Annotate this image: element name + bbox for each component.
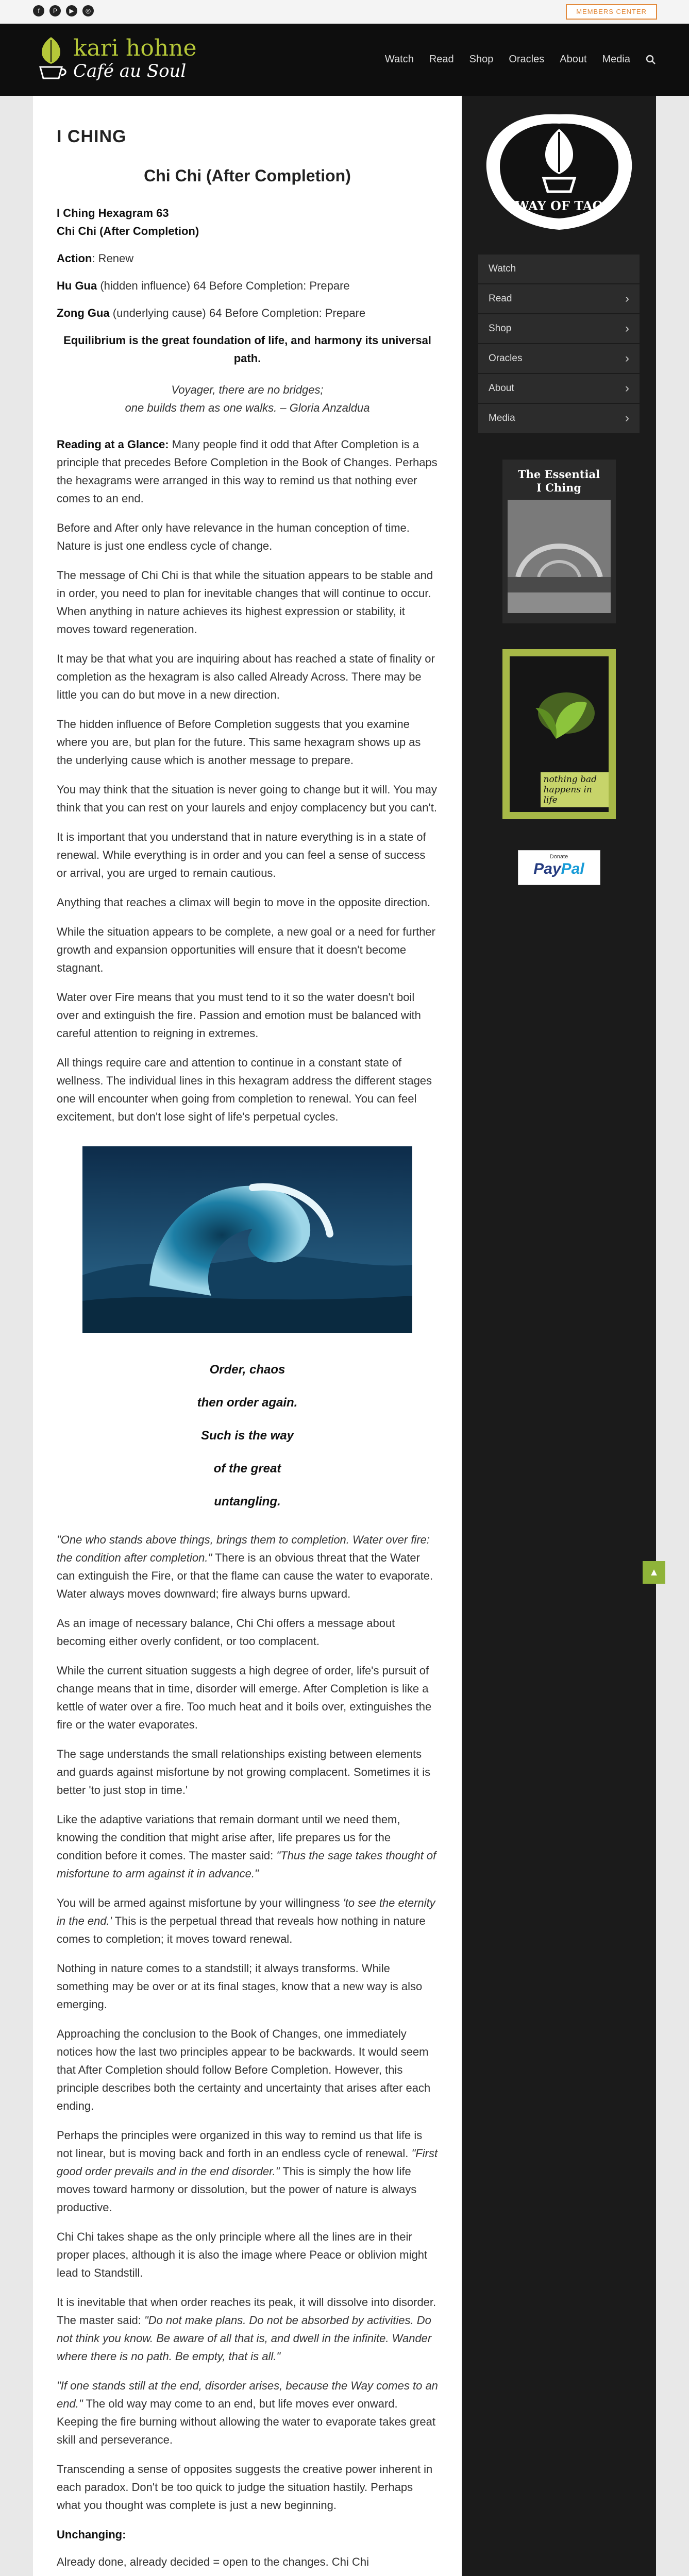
- epigraph: [57, 381, 438, 417]
- chevron-up-icon: ▲: [649, 1567, 659, 1578]
- hugua-label: Hu Gua: [57, 279, 97, 292]
- hugua-value: (hidden influence) 64 Before Completion: Prepare: [97, 279, 350, 292]
- nav-shop[interactable]: Shop: [469, 54, 494, 65]
- chevron-right-icon[interactable]: ›: [625, 321, 629, 335]
- poem: [57, 1353, 438, 1518]
- armed-rest: This is the perpetual thread that reveals how nothing in nature comes to completion; it moves toward renewal.: [57, 1914, 426, 1945]
- paragraph: While the current situation suggests a high degree of order, life's pursuit of change means that in time, disorder will emerge. After Completion is like a kettle of water over a fire. Too much heat and it boils over, extinguishes the fire or the water evaporates.: [57, 1664, 432, 1731]
- armed-paragraph: [57, 1894, 438, 1948]
- paypal-donate-button[interactable]: [518, 850, 600, 885]
- sidebar-item-label: About: [489, 383, 514, 394]
- paragraph: It may be that what you are inquiring about has reached a state of finality or completion as the hexagram is also called Already Across. There may be little you can do but move in a new direction.: [57, 652, 435, 701]
- poem-line: of the great: [213, 1462, 281, 1476]
- reading-at-a-glance: [57, 435, 438, 507]
- poem-line: untangling.: [214, 1495, 281, 1509]
- hexagram-heading: [57, 204, 438, 240]
- sidebar-item-label: Shop: [489, 323, 512, 334]
- instagram-icon[interactable]: ◎: [82, 5, 94, 16]
- sidebar-item-label: Media: [489, 413, 515, 423]
- sidebar-item-label: Read: [489, 293, 512, 304]
- book-nothing-bad-happens[interactable]: [502, 649, 616, 819]
- armed-text: You will be armed against misfortune by your willingness: [57, 1896, 343, 1909]
- top-bar: [0, 0, 689, 24]
- paragraph: As an image of necessary balance, Chi Chi offers a message about becoming either overly confident, or too complacent.: [57, 1617, 395, 1648]
- chevron-right-icon[interactable]: ›: [625, 411, 629, 425]
- master-quote-paragraph: [57, 1531, 438, 1603]
- paragraph: While the situation appears to be complete, a new goal or a need for further growth and expansion opportunities will ensure that it doesn't become stagnant.: [57, 925, 435, 974]
- paragraph: Transcending a sense of opposites suggests the creative power inherent in each paradox. Don't be too quick to judge the situation hastily. Perhaps what you thought was complete is just a new beginning.: [57, 2463, 433, 2512]
- ocean-wave-image: [82, 1146, 412, 1333]
- sidebar-item-shop[interactable]: [478, 314, 640, 344]
- inevitable-paragraph: [57, 2293, 438, 2365]
- book2-cover: [510, 656, 609, 812]
- donate-label: Donate: [549, 854, 568, 860]
- book-essential-i-ching[interactable]: [502, 460, 616, 623]
- logo-name: kari hohne: [73, 35, 197, 61]
- book2-tagline-line-1: nothing bad: [543, 774, 597, 785]
- glance-label: Reading at a Glance:: [57, 438, 169, 451]
- paragraph: The hidden influence of Before Completion suggests that you examine where you are, but plan for the future. This same hexagram shows up as the underlying cause which is another message to prepare.: [57, 718, 421, 767]
- site-header: [0, 24, 689, 96]
- leaf-cup-icon: [33, 35, 69, 82]
- hugua-line: [57, 277, 438, 295]
- hexagram-name: Chi Chi (After Completion): [57, 225, 199, 238]
- book2-tagline: [541, 772, 609, 807]
- chevron-right-icon[interactable]: ›: [625, 381, 629, 395]
- book-title-line-2: I Ching: [536, 481, 582, 494]
- book2-tagline-line-2: happens in life: [543, 785, 592, 805]
- poem-line: Order, chaos: [209, 1363, 285, 1377]
- perhaps-quote: "First good order prevails and in the end disorder.": [57, 2147, 438, 2178]
- paypal-pal: Pal: [561, 860, 584, 877]
- section-title: I CHING: [57, 127, 127, 146]
- equilibrium-statement: [57, 331, 438, 367]
- scroll-to-top-button[interactable]: [643, 1561, 665, 1584]
- pinterest-icon[interactable]: P: [49, 5, 61, 16]
- nav-about[interactable]: About: [560, 54, 587, 65]
- hexagram-number: I Ching Hexagram 63: [57, 207, 169, 219]
- sidebar-item-watch[interactable]: [478, 255, 640, 284]
- article: [33, 96, 462, 2576]
- equilibrium-text: Equilibrium is the great foundation of life, and harmony its universal path.: [63, 334, 431, 365]
- site-logo[interactable]: [33, 35, 197, 82]
- nav-media[interactable]: Media: [602, 54, 630, 65]
- adaptive-quote: "Thus the sage takes thought of misfortune to arm against it in advance.": [57, 1849, 436, 1880]
- main-nav: [385, 54, 656, 65]
- poem-line: then order again.: [197, 1396, 298, 1410]
- sidebar-item-label: Oracles: [489, 353, 523, 364]
- action-value: : Renew: [92, 252, 134, 265]
- sidebar-item-read[interactable]: [478, 284, 640, 314]
- paragraph: The sage understands the small relationships existing between elements and guards against misfortune by not growing complacent. Sometimes it is better 'to just stop in time.': [57, 1748, 431, 1797]
- paypal-logo: [518, 860, 600, 878]
- perhaps-text: Perhaps the principles were organized in this way to remind us that life is not linear, but is moving back and forth in an endless cycle of renewal.: [57, 2129, 423, 2160]
- master-quote-rest: There is an obvious threat that the Water can extinguish the Fire, or that the flame can cause the water to evaporate. Water always moves downward; fire always burns upward.: [57, 1551, 433, 1600]
- nav-watch[interactable]: Watch: [384, 54, 414, 65]
- stand-still-quote: "If one stands still at the end, disorder arises, because the Way comes to an end.": [57, 2379, 438, 2410]
- perhaps-paragraph: [57, 2126, 438, 2216]
- master-quote: "One who stands above things, brings them to completion. Water over fire: the condition after completion.": [57, 1533, 430, 1564]
- nav-oracles[interactable]: Oracles: [509, 54, 545, 65]
- post-title: Chi Chi (After Completion): [144, 166, 351, 185]
- book-title-line-1: The Essential: [517, 468, 600, 481]
- nav-read[interactable]: Read: [429, 54, 454, 65]
- unchanging-label: Unchanging:: [57, 2528, 126, 2541]
- members-center-button[interactable]: MEMBERS CENTER: [566, 4, 657, 20]
- zonggua-label: Zong Gua: [57, 307, 110, 319]
- logo-subtitle: Café au Soul: [73, 61, 187, 81]
- paragraph: All things require care and attention to continue in a constant state of wellness. The individual lines in this hexagram address the different stages one will encounter when going from completion to renewal. You can feel excitement, but don't lose sight of life's perpetual cycles.: [57, 1056, 432, 1123]
- paragraph: Anything that reaches a climax will begin to move in the opposite direction.: [57, 896, 431, 909]
- action-line: [57, 249, 438, 267]
- paragraph: It is important that you understand that in nature everything is in a state of renewal. While everything is in order and you can feel a sense of success or arrival, you are urged to remain cautious.: [57, 831, 426, 879]
- stand-still-paragraph: [57, 2377, 438, 2449]
- inevitable-text: It is inevitable that when order reaches its peak, it will dissolve into disorder. The master said:: [57, 2296, 436, 2327]
- inevitable-quote: "Do not make plans. Do not be absorbed by activities. Do not think you know. Be aware of all that is, and dwell in the infinite. Wander where there is no path. Be empty, that is all.": [57, 2314, 432, 2363]
- search-icon[interactable]: [646, 55, 656, 65]
- paypal-pay: Pay: [533, 860, 561, 877]
- sidebar-item-about[interactable]: [478, 374, 640, 404]
- zonggua-value: (underlying cause) 64 Before Completion: Prepare: [109, 307, 366, 319]
- armed-quote: 'to see the eternity in the end.': [57, 1896, 435, 1927]
- epigraph-line-1: Voyager, there are no bridges;: [171, 383, 324, 396]
- paragraph: Chi Chi takes shape as the only principle where all the lines are in their proper places, although it is also the image where Peace or oblivion might lead to Standstill.: [57, 2230, 428, 2279]
- adaptive-paragraph: [57, 1810, 438, 1883]
- sidebar-item-oracles[interactable]: [478, 344, 640, 374]
- action-label: Action: [57, 252, 92, 265]
- stand-still-rest: The old way may come to an end, but life moves ever onward. Keeping the fire burning without allowing the water to evaporate takes great skill and perseverance.: [57, 2397, 436, 2446]
- facebook-icon[interactable]: f: [33, 5, 44, 16]
- social-links: [33, 5, 94, 16]
- sidebar-item-media[interactable]: [478, 404, 640, 434]
- leaf-sprout-image: [510, 656, 609, 765]
- unchanging-text: Already done, already decided = open to the changes. Chi Chi: [57, 2555, 369, 2568]
- chevron-right-icon[interactable]: ›: [625, 351, 629, 365]
- youtube-icon[interactable]: ▶: [66, 5, 77, 16]
- zonggua-line: [57, 304, 438, 322]
- epigraph-line-2: one builds them as one walks. – Gloria Anzaldua: [125, 401, 370, 414]
- chevron-right-icon[interactable]: ›: [625, 292, 629, 306]
- paragraph: Water over Fire means that you must tend to it so the water doesn't boil over and extinguish the fire. Passion and emotion must be balanced with careful attention to reigning in extremes.: [57, 991, 421, 1040]
- unchanging-heading: [57, 2526, 438, 2544]
- paragraph: You may think that the situation is never going to change but it will. You may think that you can rest on your laurels and enjoy complacency but you can't.: [57, 783, 437, 814]
- paragraph: Before and After only have relevance in the human conception of time. Nature is just one endless cycle of change.: [57, 521, 410, 552]
- way-of-tao-logo[interactable]: [482, 111, 636, 234]
- sidebar-menu: [478, 255, 640, 434]
- tao-logo-text: WAY OF TAO: [515, 198, 603, 213]
- paragraph: Nothing in nature comes to a standstill; it always transforms. While something may be over or at its final stages, know that a new way is also emerging.: [57, 1962, 423, 2011]
- sidebar-item-label: Watch: [489, 263, 516, 274]
- perhaps-rest: This is simply the how life moves toward harmony or dissolution, but the power of nature is always productive.: [57, 2165, 417, 2214]
- paragraph: Approaching the conclusion to the Book of Changes, one immediately notices how the last two principles appear to be backwards. It would seem that After Completion should follow Before Completion. However, this principle describes both the certainty and uncertainty that arises after each ending.: [57, 2027, 431, 2112]
- adaptive-text: Like the adaptive variations that remain dormant until we need them, knowing the condition that might arise after, life prepares us for the condition before it comes. The master said:: [57, 1813, 400, 1862]
- book-cover-image: [508, 500, 611, 613]
- poem-line: Such is the way: [200, 1429, 294, 1443]
- paragraph: The message of Chi Chi is that while the situation appears to be stable and in order, you need to plan for inevitable changes that will continue to occur. When anything in nature achieves its highest expression or stability, it moves toward regeneration.: [57, 569, 433, 636]
- glance-text: Many people find it odd that After Completion is a principle that precedes Before Completion in the Book of Changes. Perhaps the hexagrams were arranged in this way to remind us that nothing ever comes to an end.: [57, 438, 438, 505]
- sidebar: [462, 96, 656, 2576]
